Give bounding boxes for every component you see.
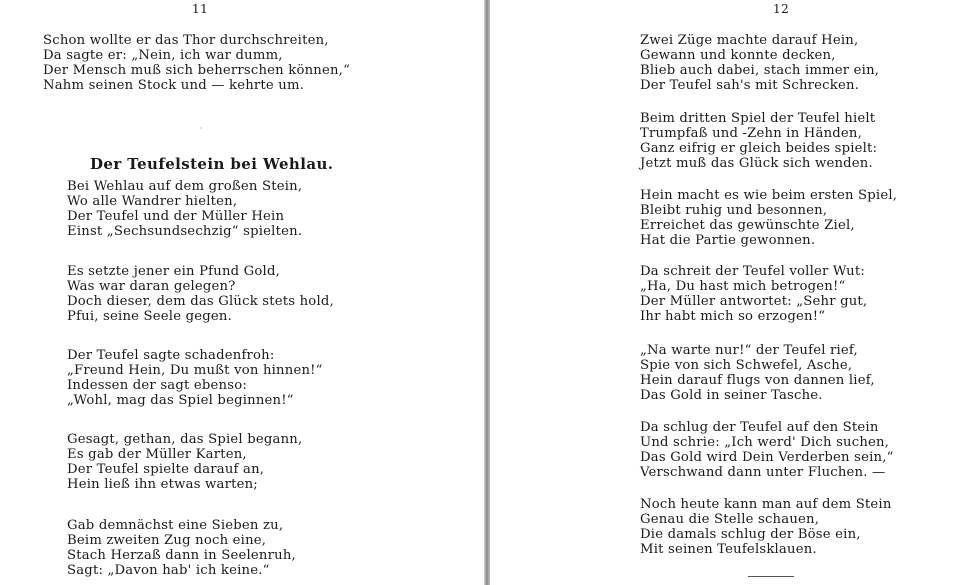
right-page <box>490 0 960 585</box>
verse-line: Verschwand dann unter Fluchen. — <box>640 465 886 480</box>
end-rule <box>748 576 794 577</box>
verse-line: Spie von sich Schwefel, Asche, <box>640 358 853 373</box>
verse-line: Einst „Sechsundsechzig“ spielten. <box>67 224 303 239</box>
verse-line: Doch dieser, dem das Glück stets hold, <box>67 294 334 309</box>
verse-line: Es setzte jener ein Pfund Gold, <box>67 264 280 279</box>
verse-line: „Na warte nur!“ der Teufel rief, <box>640 343 858 358</box>
stanza <box>67 179 302 239</box>
stanza <box>640 33 879 93</box>
verse-line: Bei Wehlau auf dem großen Stein, <box>67 179 303 194</box>
ornament: · <box>200 124 203 133</box>
verse-line: Hat die Partie gewonnen. <box>640 233 816 248</box>
page-number: 11 <box>192 2 209 16</box>
stanza <box>67 348 323 408</box>
verse-line: Hein ließ ihn etwas warten; <box>67 477 258 492</box>
verse-line: Gab demnächst eine Sieben zu, <box>67 518 284 533</box>
verse-line: Trumpfaß und -Zehn in Händen, <box>640 126 862 141</box>
verse-line: Mit seinen Teufelsklauen. <box>640 542 817 557</box>
verse-line: „Freund Hein, Du mußt von hinnen!“ <box>67 363 323 378</box>
verse-line: Der Mensch muß sich beherrschen können,“ <box>43 63 351 78</box>
stanza <box>640 497 892 557</box>
verse-line: Stach Herzaß dann in Seelenruh, <box>67 548 296 563</box>
verse-line: Pfui, seine Seele gegen. <box>67 309 232 324</box>
verse-line: Das Gold in seiner Tasche. <box>640 388 823 403</box>
stanza <box>640 264 867 324</box>
verse-line: Und schrie: „Ich werd' Dich suchen, <box>640 435 890 450</box>
verse-line: Schon wollte er das Thor durchschreiten, <box>43 33 329 48</box>
stanza <box>67 432 302 492</box>
verse-line: Beim zweiten Zug noch eine, <box>67 533 267 548</box>
verse-line: Hein darauf flugs von dannen lief, <box>640 373 875 388</box>
stanza <box>67 518 296 578</box>
verse-line: Indessen der sagt ebenso: <box>67 378 247 393</box>
verse-line: Der Teufel sagte schadenfroh: <box>67 348 275 363</box>
verse-line: Die damals schlug der Böse ein, <box>640 527 861 542</box>
verse-line: Gewann und konnte decken, <box>640 48 836 63</box>
verse-line: Ganz eifrig er gleich beides spielt: <box>640 141 878 156</box>
verse-line: Wo alle Wandrer hielten, <box>67 194 238 209</box>
verse-line: Ihr habt mich so erzogen!“ <box>640 309 826 324</box>
verse-line: Das Gold wird Dein Verderben sein,“ <box>640 450 894 465</box>
stanza <box>640 420 894 480</box>
verse-line: Nahm seinen Stock und — kehrte um. <box>43 78 305 93</box>
stanza <box>640 343 875 403</box>
verse-line: Der Müller antwortet: „Sehr gut, <box>640 294 868 309</box>
verse-line: Da schlug der Teufel auf den Stein <box>640 420 879 435</box>
stanza <box>640 111 877 171</box>
verse-line: Hein macht es wie beim ersten Spiel, <box>640 188 898 203</box>
verse-line: Erreichet das gewünschte Ziel, <box>640 218 855 233</box>
verse-line: „Wohl, mag das Spiel beginnen!“ <box>67 393 294 408</box>
verse-line: Der Teufel sah's mit Schrecken. <box>640 78 860 93</box>
poem-title: Der Teufelstein bei Wehlau. <box>90 155 334 173</box>
verse-line: Noch heute kann man auf dem Stein <box>640 497 892 512</box>
verse-line: „Ha, Du hast mich betrogen!“ <box>640 279 846 294</box>
stanza <box>67 264 334 324</box>
verse-line: Blieb auch dabei, stach immer ein, <box>640 63 880 78</box>
verse-line: Der Teufel spielte darauf an, <box>67 462 265 477</box>
verse-line: Bleibt ruhig und besonnen, <box>640 203 828 218</box>
verse-line: Da sagte er: „Nein, ich war dumm, <box>43 48 283 63</box>
opening-stanza <box>43 33 350 93</box>
page-number: 12 <box>773 2 790 16</box>
verse-line: Was war daran gelegen? <box>67 279 236 294</box>
verse-line: Genau die Stelle schauen, <box>640 512 820 527</box>
verse-line: Es gab der Müller Karten, <box>67 447 247 462</box>
verse-line: Der Teufel und der Müller Hein <box>67 209 285 224</box>
verse-line: Da schreit der Teufel voller Wut: <box>640 264 865 279</box>
verse-line: Sagt: „Davon hab' ich keine.“ <box>67 563 270 578</box>
verse-line: Beim dritten Spiel der Teufel hielt <box>640 111 876 126</box>
verse-line: Gesagt, gethan, das Spiel begann, <box>67 432 303 447</box>
verse-line: Zwei Züge machte darauf Hein, <box>640 33 859 48</box>
stanza <box>640 188 897 248</box>
verse-line: Jetzt muß das Glück sich wenden. <box>640 156 873 171</box>
